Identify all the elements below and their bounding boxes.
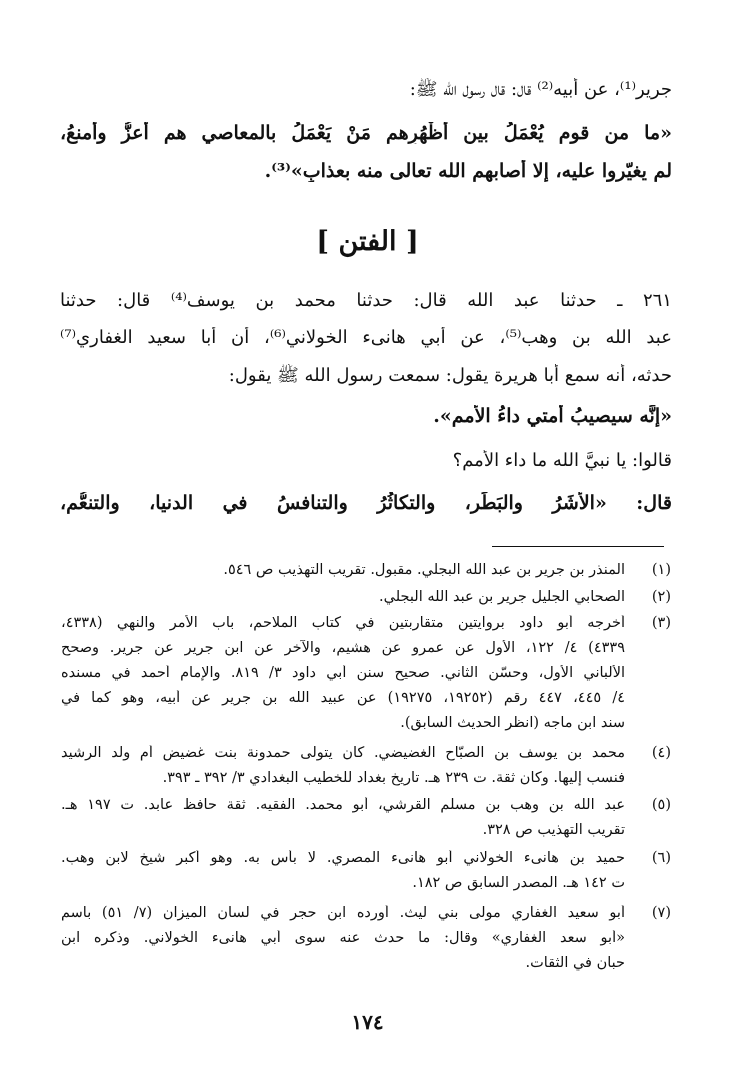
footnote-number: (٤) bbox=[651, 745, 671, 761]
footnote-number: (١) bbox=[651, 562, 671, 578]
footnote bbox=[61, 905, 671, 983]
footnote-number: (٦) bbox=[651, 850, 671, 866]
footnote-line: سند ابن ماجه (انظر الحديث السابق). bbox=[400, 715, 625, 731]
footnote-line: حميد بن هانىء الخولاني أبو هانىء المصري. لا بأس به. وهو أكبر شيخ لابن وهب. bbox=[61, 850, 625, 866]
footnote-line: ت ١٤٢ هـ. المصدر السابق ص ١٨٢. bbox=[412, 875, 625, 891]
page-number: ١٧٤ bbox=[351, 1010, 384, 1034]
footnote-line: «أبو سعد الغفاري» وقال: ما حدث عنه سوى أبي هانىء الخولاني. وذكره ابن bbox=[61, 930, 625, 946]
hadith-line-1: «ما من قوم يُعْمَلُ بين أَظْهُرِهم مَنْ يَعْمَلُ بالمعاصي هم أعزُّ وأمنعُ، bbox=[60, 122, 672, 144]
footnote-number: (٧) bbox=[651, 905, 671, 921]
question-line: قالوا: يا نبيَّ الله ما داء الأمم؟ bbox=[452, 450, 672, 471]
section-title: [ الفتن ] bbox=[316, 226, 419, 257]
footnote-line: الصحابي الجليل جرير بن عبد الله البجلي. bbox=[379, 589, 625, 605]
footnote-divider bbox=[492, 546, 664, 547]
footnote-line: محمد بن يوسف بن الصبّاح الغضيضي. كان يتولى حمدونة بنت غضيض أم ولد الرشيد bbox=[61, 745, 625, 761]
footnote-number: (٣) bbox=[651, 615, 671, 631]
intro-line: جرير⁽¹⁾، عن أبيه⁽²⁾ قال: قال رسول الله ﷺ: bbox=[409, 79, 672, 100]
footnote bbox=[61, 745, 671, 797]
footnote-line: تقريب التهذيب ص ٣٢٨. bbox=[482, 822, 625, 838]
footnote bbox=[61, 797, 671, 849]
footnote bbox=[61, 850, 671, 902]
footnote bbox=[61, 589, 671, 611]
footnote-line: أخرجه أبو داود بروايتين متقاربتين في كتاب الملاحم، باب الأمر والنهي (٤٣٣٨، bbox=[61, 615, 625, 631]
hadith-quote: «إنَّه سيصيبُ أمتي داءُ الأُمم». bbox=[433, 405, 672, 427]
paragraph-261-line-1: ٢٦١ ـ حدثنا عبد الله قال: حدثنا محمد بن يوسف⁽⁴⁾ قال: حدثنا bbox=[60, 290, 672, 311]
footnote-line: عبد الله بن وهب بن مسلم القرشي، أبو محمد. الفقيه. ثقة حافظ عابد. ت ١٩٧ هـ. bbox=[61, 797, 625, 813]
footnote-line: أبو سعيد الغفاري مولى بني ليث. أورده ابن حجر في لسان الميزان (٧/ ٥١) باسم bbox=[61, 905, 625, 921]
footnote bbox=[61, 615, 671, 745]
footnote-number: (٥) bbox=[651, 797, 671, 813]
answer-line: قال: «الأَشَرُ والبَطَر، والتكاثُرُ والتنافسُ في الدنيا، والتنعُّم، bbox=[60, 492, 672, 514]
footnote-line: المنذر بن جرير بن عبد الله البجلي. مقبول. تقريب التهذيب ص ٥٤٦. bbox=[223, 562, 625, 578]
footnote-number: (٢) bbox=[651, 589, 671, 605]
footnote-line: ٤٣٣٩) ٤/ ١٢٢، الأول عن عمرو عن هشيم، والآخر عن ابن جرير عن جرير. وصحح bbox=[61, 640, 625, 656]
footnote-line: ٤/ ٤٤٥، ٤٤٧ رقم (١٩٢٥٢، ١٩٢٧٥) عن عبيد الله بن جرير عن أبيه، وهو كما في bbox=[61, 690, 625, 706]
footnote bbox=[61, 562, 671, 584]
footnote-line: حبان في الثقات. bbox=[525, 955, 625, 971]
footnote-line: الألباني الأول، وحسّن الثاني. صحيح سنن أبي داود ٣/ ٨١٩. والإمام أحمد في مسنده bbox=[61, 665, 625, 681]
paragraph-261-line-3: حدثه، أنه سمع أبا هريرة يقول: سمعت رسول الله ﷺ يقول: bbox=[228, 365, 672, 386]
paragraph-261-line-2: عبد الله بن وهب⁽⁵⁾، عن أبي هانىء الخولاني⁽⁶⁾، أن أبا سعيد الغفاري⁽⁷⁾ bbox=[60, 327, 672, 348]
footnote-line: فنسب إليها. وكان ثقة. ت ٢٣٩ هـ. تاريخ بغداد للخطيب البغدادي ٣/ ٣٩٢ ـ ٣٩٣. bbox=[162, 770, 625, 786]
hadith-line-2: لم يغيّروا عليه، إلا أصابهم الله تعالى منه بعذابٍ»⁽³⁾. bbox=[264, 160, 672, 182]
